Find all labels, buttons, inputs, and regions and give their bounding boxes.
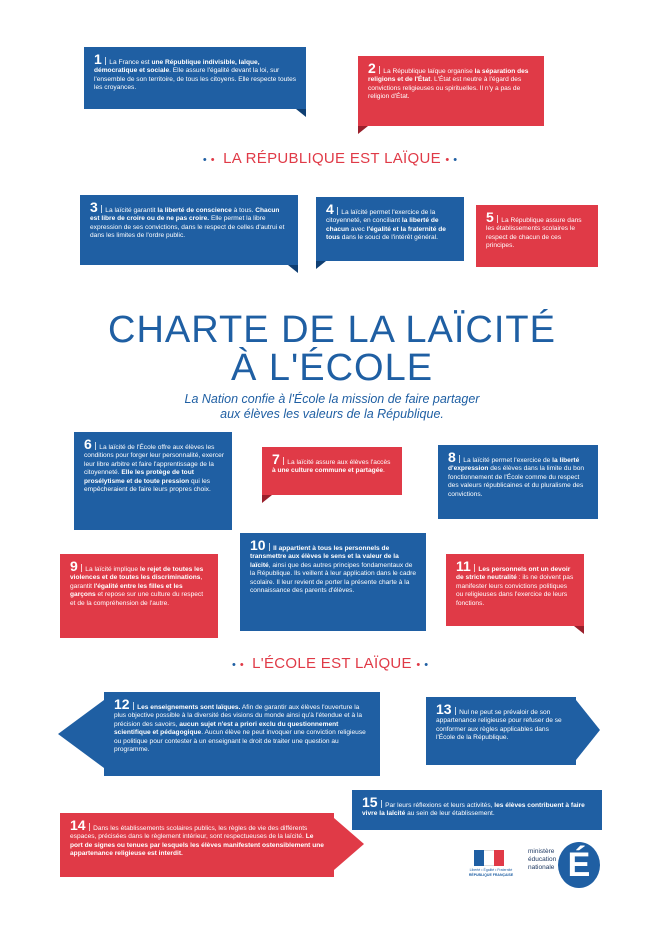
article-segment: , ainsi que des autres principes fondamentaux de la République. Ils veillent à leur application dans le cadre scolaire. Il leur revient de porter la présente charte à la connaissance des parents d'élèves. bbox=[250, 561, 417, 595]
article-emphasis: la liberté de conscience bbox=[157, 207, 232, 214]
article-emphasis: Elle les protège de tout prosélytisme et de toute pression bbox=[84, 469, 194, 485]
article-5 bbox=[476, 205, 598, 267]
article-segment: . Elle assure l'égalité devant la loi, sur l'ensemble de son territoire, de tous les citoyens. Elle respecte toutes les croyances. bbox=[94, 67, 297, 92]
article-number: 11 bbox=[456, 558, 471, 574]
motto-text: Liberté • Égalité • Fraternité bbox=[469, 868, 513, 872]
article-emphasis: Le port de signes ou tenues par lesquels les élèves manifestent ostensiblement une appartenance religieuse est interdit. bbox=[70, 833, 324, 858]
article-emphasis: la liberté d'expression bbox=[448, 457, 580, 473]
country-text: RÉPUBLIQUE FRANÇAISE bbox=[468, 872, 514, 877]
article-emphasis: la séparation des religions et de l'État bbox=[368, 68, 529, 84]
article-text bbox=[486, 211, 590, 251]
banner-fold bbox=[316, 261, 326, 269]
separator-bar bbox=[474, 564, 476, 572]
separator-bar bbox=[269, 543, 271, 551]
article-segment: La laïcité assure aux élèves l'accès bbox=[287, 459, 391, 466]
banner-fold bbox=[358, 126, 368, 134]
article-11 bbox=[446, 554, 584, 626]
article-segment: au sein de leur établissement. bbox=[405, 810, 495, 818]
article-segment: La laïcité implique bbox=[85, 566, 140, 573]
article-emphasis: Chacun est libre de croire ou de ne pas croire. bbox=[90, 207, 280, 223]
article-15 bbox=[352, 790, 602, 830]
article-segment: Par leurs réflexions et leurs activités, bbox=[385, 802, 495, 809]
article-6 bbox=[74, 432, 232, 530]
article-text bbox=[326, 203, 456, 243]
article-segment: à tous. bbox=[231, 207, 256, 214]
section-republique-label: LA RÉPUBLIQUE EST LAÏQUE bbox=[223, 150, 441, 167]
article-segment: La laïcité garantit bbox=[105, 207, 158, 214]
banner-fold bbox=[262, 495, 272, 503]
article-segment: La République laïque organise bbox=[383, 68, 475, 75]
main-title-line-2: À L'ÉCOLE bbox=[230, 347, 434, 389]
decorative-dots: •• bbox=[231, 659, 248, 671]
article-text bbox=[448, 451, 590, 499]
banner-fold bbox=[574, 626, 584, 634]
article-segment: Elle permet la libre expression de ses convictions, dans le respect de celles d'autrui et dans les limites de l'ordre public. bbox=[90, 215, 285, 240]
separator-bar bbox=[81, 564, 83, 572]
separator-bar bbox=[89, 823, 91, 831]
article-segment: La France est bbox=[109, 59, 152, 66]
article-segment: . bbox=[383, 467, 385, 475]
article-emphasis: les élèves contribuent à faire vivre la laïcité bbox=[362, 802, 585, 818]
article-segment: Afin de garantir aux élèves l'ouverture la plus objective possible à la diversité des visions du monde ainsi qu'à l'étendue et à la précision des savoirs, bbox=[114, 704, 363, 728]
separator-bar bbox=[459, 455, 461, 463]
main-title-line-1: CHARTE DE LA LAÏCITÉ bbox=[108, 309, 556, 351]
article-emphasis: le rejet de toutes les violences et de toutes les discriminations bbox=[70, 566, 204, 582]
article-number: 3 bbox=[90, 199, 98, 215]
article-text bbox=[362, 796, 594, 819]
banner-fold bbox=[288, 265, 298, 273]
banner-fold bbox=[296, 109, 306, 117]
article-emphasis: l'égalité entre les filles et les garçons bbox=[70, 582, 183, 599]
article-text bbox=[70, 560, 210, 608]
separator-bar bbox=[133, 702, 135, 710]
article-segment: des élèves dans la limite du bon fonctionnement de l'École comme du respect des valeurs républicaines et du pluralisme des convictions. bbox=[448, 465, 585, 498]
article-1 bbox=[84, 47, 306, 109]
article-emphasis: la liberté de chacun bbox=[326, 217, 439, 233]
article-8 bbox=[438, 445, 598, 519]
article-segment: dans le souci de l'intérêt général. bbox=[339, 234, 438, 242]
article-text bbox=[94, 53, 298, 93]
article-number: 12 bbox=[114, 696, 130, 712]
section-ecole-title bbox=[160, 655, 504, 672]
article-10 bbox=[240, 533, 426, 631]
article-text bbox=[70, 819, 326, 859]
article-number: 1 bbox=[94, 51, 102, 67]
article-emphasis: Les enseignements sont laïques. bbox=[137, 704, 241, 711]
article-segment: La République assure dans les établissements scolaires le respect de chacun de ces principes. bbox=[486, 217, 582, 250]
article-text bbox=[90, 201, 290, 241]
article-emphasis: l'égalité et la fraternité de tous bbox=[326, 225, 446, 242]
article-13 bbox=[426, 697, 576, 765]
republique-francaise-flag-icon bbox=[474, 850, 504, 866]
ministry-name bbox=[528, 848, 556, 872]
banner-tail bbox=[334, 818, 364, 870]
article-emphasis: à une culture commune et partagée bbox=[272, 467, 384, 475]
article-text bbox=[368, 62, 536, 102]
article-3 bbox=[80, 195, 298, 265]
ministry-line-2: éducation bbox=[528, 856, 557, 863]
separator-bar bbox=[497, 215, 499, 223]
article-emphasis: aucun sujet n'est a priori exclu du questionnement scientifique et pédagogique bbox=[114, 720, 339, 737]
article-segment: et repose sur une culture du respect et de la compréhension de l'autre. bbox=[70, 591, 204, 607]
article-text bbox=[84, 438, 224, 494]
article-number: 5 bbox=[486, 209, 494, 225]
separator-bar bbox=[101, 205, 103, 213]
article-number: 14 bbox=[70, 817, 86, 833]
article-number: 13 bbox=[436, 701, 452, 717]
section-republique-title bbox=[130, 150, 534, 167]
article-emphasis: Les personnels ont un devoir de stricte neutralité bbox=[456, 566, 571, 582]
article-number: 8 bbox=[448, 449, 456, 465]
ministry-line-1: ministère bbox=[528, 848, 555, 855]
decorative-dots: •• bbox=[416, 659, 433, 671]
article-text bbox=[250, 539, 418, 595]
ministry-logo bbox=[462, 836, 602, 896]
banner-tail bbox=[576, 700, 600, 760]
article-number: 6 bbox=[84, 436, 92, 452]
article-segment: : ils ne doivent pas manifester leurs convictions politiques ou religieuses dans l'exercice de leurs fonctions. bbox=[456, 574, 574, 607]
separator-bar bbox=[283, 457, 285, 465]
banner-tail bbox=[58, 700, 104, 768]
article-segment: , garantit bbox=[70, 574, 203, 590]
article-segment: Dans les établissements scolaires publics, les règles de vie des différents espaces, précisées dans le règlement intérieur, sont respectueuses de la laïcité. bbox=[70, 825, 308, 841]
separator-bar bbox=[455, 707, 457, 715]
article-number: 10 bbox=[250, 537, 266, 553]
article-segment: qui les empêcheraient de faire leurs propres choix. bbox=[84, 477, 211, 494]
separator-bar bbox=[95, 442, 97, 450]
article-number: 15 bbox=[362, 794, 378, 810]
article-segment: avec bbox=[349, 225, 367, 233]
article-emphasis: une République indivisible, laïque, démocratique et sociale bbox=[94, 59, 260, 75]
article-segment: . L'État est neutre à l'égard des convictions religieuses ou spirituelles. Il n'y a pas de religion d'État. bbox=[368, 76, 522, 101]
article-number: 9 bbox=[70, 558, 78, 574]
article-segment: Nul ne peut se prévaloir de son appartenance religieuse pour refuser de se conformer aux règles applicables dans l'École de la République. bbox=[436, 709, 562, 742]
subtitle-line-1: La Nation confie à l'École la mission de faire partager bbox=[184, 392, 480, 406]
article-text bbox=[436, 703, 568, 743]
article-7 bbox=[262, 447, 402, 495]
ministry-line-3: nationale bbox=[528, 864, 555, 871]
section-ecole-label: L'ÉCOLE EST LAÏQUE bbox=[252, 655, 412, 672]
separator-bar bbox=[379, 66, 381, 74]
article-12 bbox=[104, 692, 380, 776]
article-14 bbox=[60, 813, 334, 877]
republique-francaise-motto bbox=[466, 868, 516, 877]
article-text bbox=[272, 453, 394, 476]
article-segment: . Aucun élève ne peut invoquer une conviction religieuse ou politique pour contester à un enseignant le droit de traiter une question au programme. bbox=[114, 729, 366, 754]
article-9 bbox=[60, 554, 218, 638]
article-2 bbox=[358, 56, 544, 126]
article-number: 2 bbox=[368, 60, 376, 76]
separator-bar bbox=[381, 800, 383, 808]
article-emphasis: Il appartient à tous les personnels de transmettre aux élèves le sens et la valeur de la laïcité bbox=[250, 545, 399, 569]
article-text bbox=[456, 560, 576, 608]
article-segment: La laïcité de l'École offre aux élèves les conditions pour forger leur personnalité, exercer leur libre arbitre et faire l'apprentissage de la citoyenneté. bbox=[84, 444, 225, 477]
separator-bar bbox=[337, 207, 339, 215]
article-number: 7 bbox=[272, 451, 280, 467]
separator-bar bbox=[105, 57, 107, 65]
subtitle-line-2: aux élèves les valeurs de la République. bbox=[220, 407, 444, 421]
decorative-dots: •• bbox=[445, 154, 462, 166]
decorative-dots: •• bbox=[202, 154, 219, 166]
article-segment: La laïcité permet l'exercice de la citoyenneté, en conciliant bbox=[326, 209, 436, 225]
article-segment: La laïcité permet l'exercice de bbox=[463, 457, 553, 464]
education-e-logo-icon: É bbox=[558, 842, 600, 888]
article-text bbox=[114, 698, 372, 754]
article-4 bbox=[316, 197, 464, 261]
article-number: 4 bbox=[326, 201, 334, 217]
